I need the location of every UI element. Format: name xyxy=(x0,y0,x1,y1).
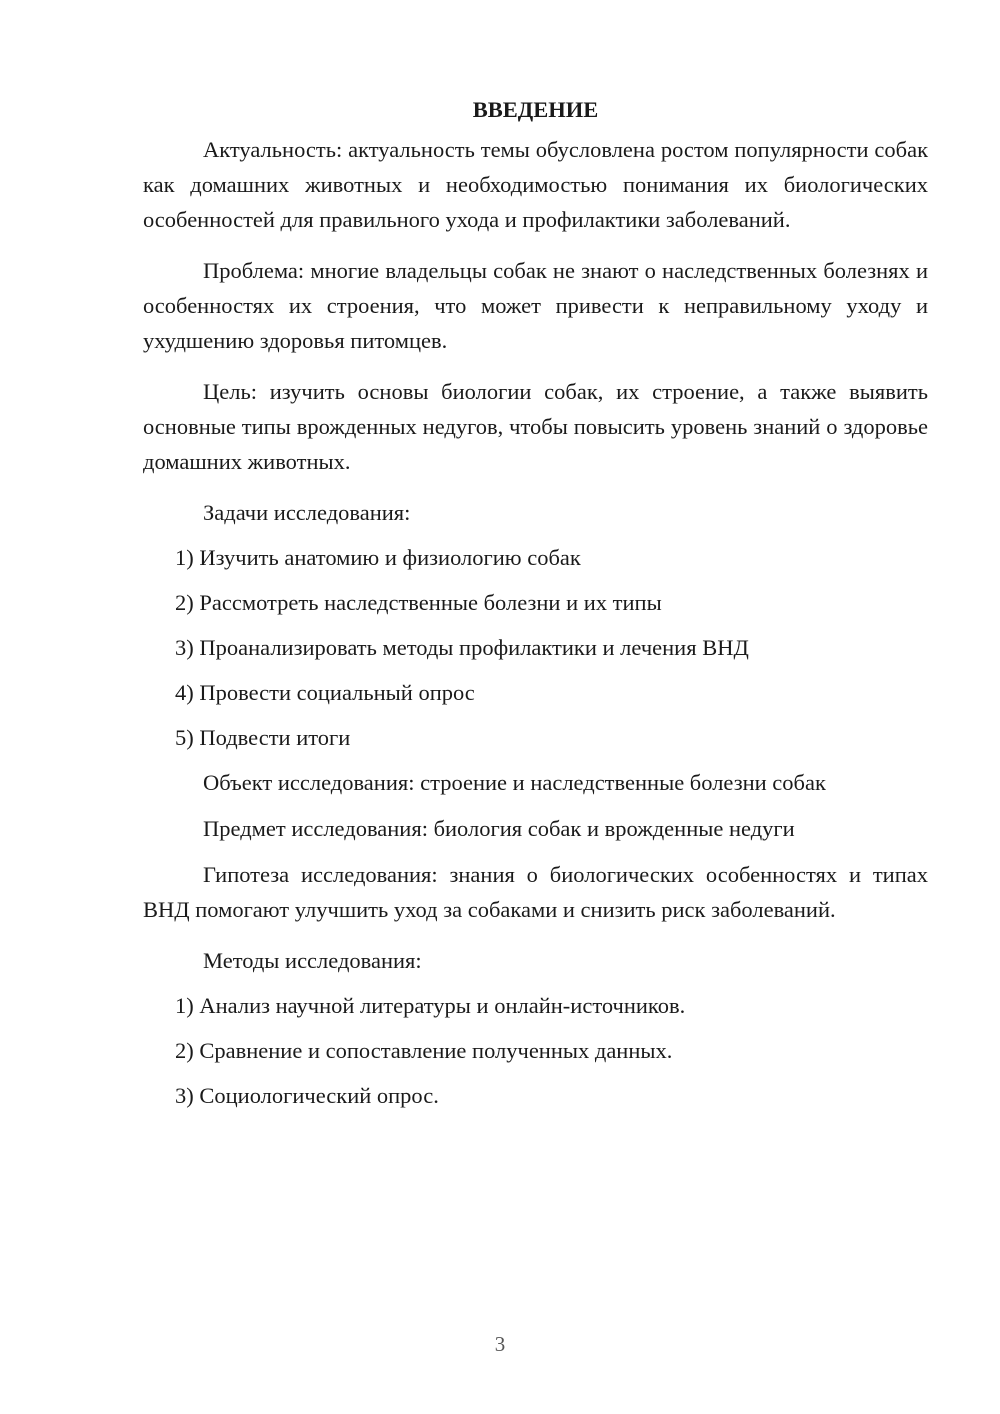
list-item: 3) Социологический опрос. xyxy=(175,1083,439,1108)
tasks-heading: Задачи исследования: xyxy=(203,500,411,525)
page-number: 3 xyxy=(494,1332,506,1356)
list-item: 1) Изучить анатомию и физиологию собак xyxy=(175,545,581,570)
list-item: 2) Сравнение и сопоставление полученных данных. xyxy=(175,1038,673,1063)
list-item: 5) Подвести итоги xyxy=(175,725,351,750)
hypothesis-paragraph: Гипотеза исследования: знания о биологических особенностях и типах ВНД помогают улучшить уход за собаками и снизить риск заболеваний. xyxy=(143,862,928,922)
goal-paragraph: Цель: изучить основы биологии собак, их строение, а также выявить основные типы врожденных недугов, чтобы повысить уровень знаний о здоровье домашних животных. xyxy=(143,379,928,474)
problem-paragraph: Проблема: многие владельцы собак не знают о наследственных болезнях и особенностях их строения, что может привести к неправильному уходу и ухудшению здоровья питомцев. xyxy=(143,258,928,353)
list-item: 1) Анализ научной литературы и онлайн-источников. xyxy=(175,993,686,1018)
list-item: 2) Рассмотреть наследственные болезни и их типы xyxy=(175,590,662,615)
methods-heading: Методы исследования: xyxy=(203,948,422,973)
tasks-list xyxy=(143,540,928,755)
list-item: 3) Проанализировать методы профилактики и лечения ВНД xyxy=(175,635,749,660)
research-object: Объект исследования: строение и наследственные болезни собак xyxy=(203,770,826,795)
research-subject: Предмет исследования: биология собак и врожденные недуги xyxy=(203,816,795,841)
methods-list xyxy=(143,988,928,1113)
document-page xyxy=(143,92,928,1123)
relevance-paragraph: Актуальность: актуальность темы обусловлена ростом популярности собак как домашних животных и необходимостью понимания их биологических особенностей для правильного ухода и профилактики заболеваний. xyxy=(143,137,928,232)
page-title: ВВЕДЕНИЕ xyxy=(472,97,599,122)
list-item: 4) Провести социальный опрос xyxy=(175,680,475,705)
